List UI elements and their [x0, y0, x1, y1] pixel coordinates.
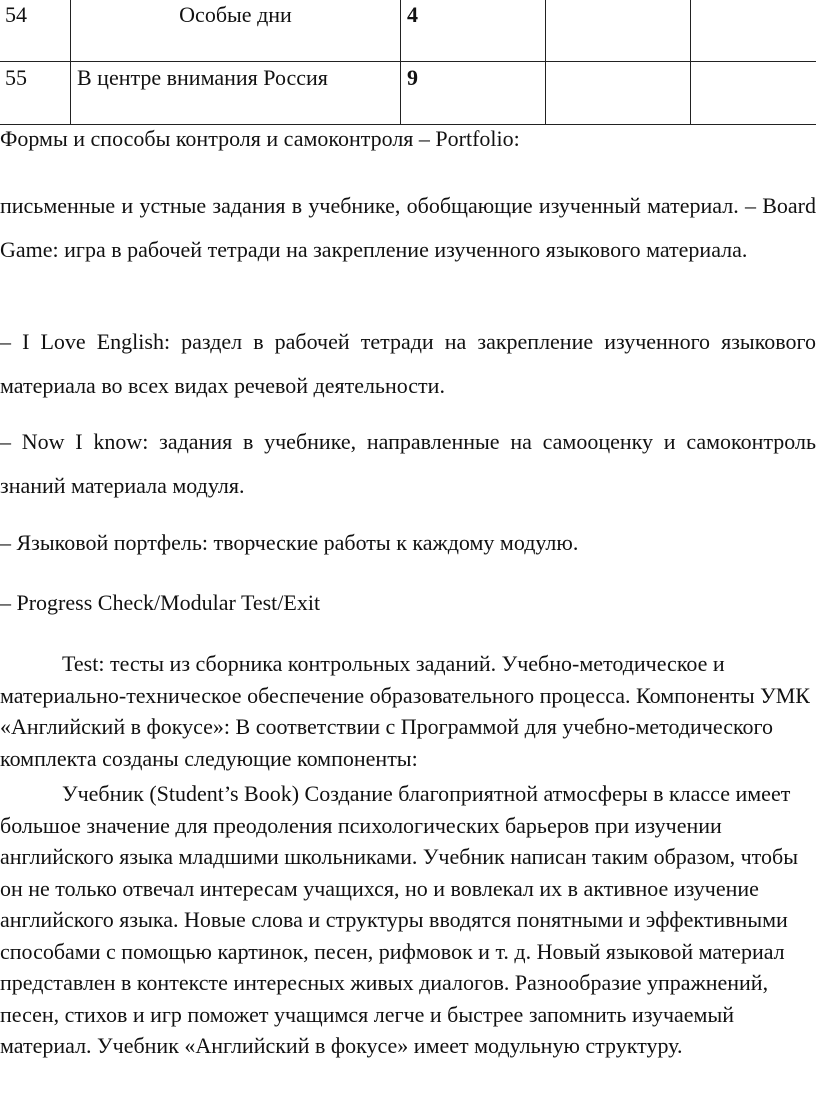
board-game-paragraph: письменные и устные задания в учебнике, обобщающие изученный материал. – Board Game: игра в рабочей тетради на закрепление изученного языкового материала. — [0, 193, 816, 262]
empty-cell — [691, 62, 816, 125]
lesson-topic: В центре внимания Россия — [71, 62, 401, 125]
lesson-plan-table — [0, 0, 816, 125]
lesson-number: 54 — [0, 0, 71, 62]
lesson-number: 55 — [0, 62, 71, 125]
i-love-english-paragraph: – I Love English: раздел в рабочей тетради на закрепление изученного языкового материала во всех видах речевой деятельности. — [0, 329, 816, 398]
control-forms-heading: Формы и способы контроля и самоконтроля – Portfolio: — [0, 126, 520, 151]
lesson-topic: Особые дни — [71, 0, 401, 62]
language-portfolio-paragraph: – Языковой портфель: творческие работы к каждому модулю. — [0, 530, 579, 555]
empty-cell — [546, 0, 691, 62]
lesson-hours: 4 — [401, 0, 546, 62]
students-book-paragraph: Учебник (Student’s Book) Создание благоприятной атмосферы в классе имеет большое значение для преодоления психологических барьеров при изучении английского языка младшими школьниками. Учебник написан таким образом, чтобы он не только отвечал интересам учащихся, но и вовлекал их в активное изучение английского языка. Новые слова и структуры вводятся понятными и эффективными способами с помощью картинок, песен, рифмовок и т. д. Новый языковой материал представлен в контексте интересных живых диалогов. Разнообразие упражнений, песен, стихов и игр поможет учащимся легче и быстрее запомнить изучаемый материал. Учебник «Английский в фокусе» имеет модульную структуру. — [0, 781, 798, 1058]
table-row — [0, 0, 816, 62]
table-row — [0, 62, 816, 125]
now-i-know-paragraph: – Now I know: задания в учебнике, направленные на самооценку и самоконтроль знаний материала модуля. — [0, 429, 816, 498]
empty-cell — [691, 0, 816, 62]
empty-cell — [546, 62, 691, 125]
test-paragraph: Test: тесты из сборника контрольных заданий. Учебно-методическое и материально-техническое обеспечение образовательного процесса. Компоненты УМК «Английский в фокусе»: В соответствии с Программой для учебно-методического комплекта созданы следующие компоненты: — [0, 651, 810, 771]
lesson-hours: 9 — [401, 62, 546, 125]
progress-check-paragraph: – Progress Check/Modular Test/Exit — [0, 590, 321, 615]
